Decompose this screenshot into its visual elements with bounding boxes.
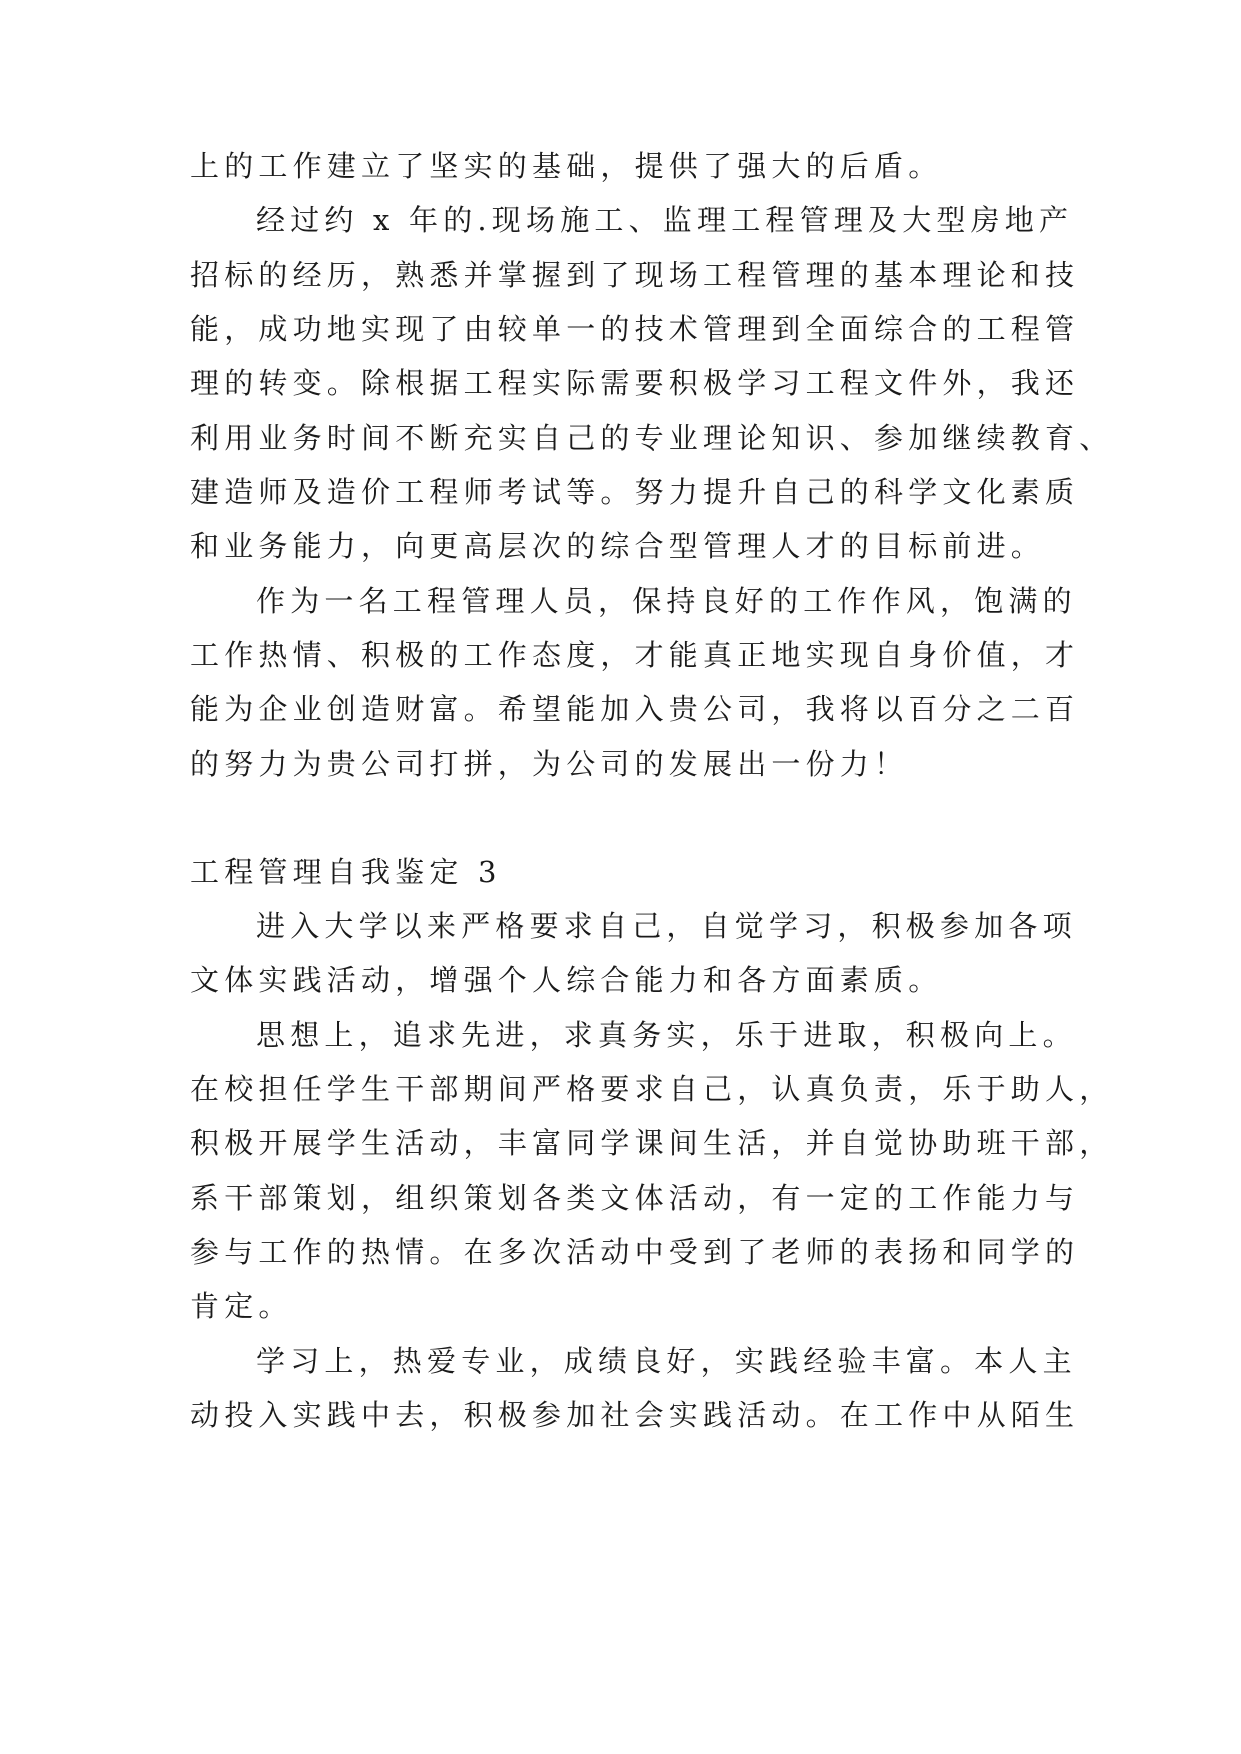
text-line: 上的工作建立了坚实的基础，提供了强大的后盾。	[190, 149, 943, 183]
section-title: 工程管理自我鉴定 3	[190, 855, 502, 889]
text-line: 积极开展学生活动，丰富同学课间生活，并自觉协助班干部，	[190, 1126, 1114, 1160]
text-line: 系干部策划，组织策划各类文体活动，有一定的工作能力与	[190, 1181, 1080, 1215]
text-line: 动投入实践中去，积极参加社会实践活动。在工作中从陌生	[190, 1398, 1080, 1432]
text-line: 的努力为贵公司打拼，为公司的发展出一份力！	[190, 747, 909, 781]
text-line: 建造师及造价工程师考试等。努力提升自己的科学文化素质	[190, 475, 1080, 509]
paragraph-first-line: 进入大学以来严格要求自己，自觉学习，积极参加各项	[256, 909, 1077, 943]
text-line: 能，成功地实现了由较单一的技术管理到全面综合的工程管	[190, 312, 1080, 346]
text-line: 参与工作的热情。在多次活动中受到了老师的表扬和同学的	[190, 1235, 1080, 1269]
text-line: 理的转变。除根据工程实际需要积极学习工程文件外，我还	[190, 366, 1080, 400]
text-line: 肯定。	[190, 1289, 293, 1323]
text-line: 在校担任学生干部期间严格要求自己，认真负责，乐于助人，	[190, 1072, 1114, 1106]
text-line: 和业务能力，向更高层次的综合型管理人才的目标前进。	[190, 529, 1046, 563]
text-line: 能为企业创造财富。希望能加入贵公司，我将以百分之二百	[190, 692, 1080, 726]
text-line: 文体实践活动，增强个人综合能力和各方面素质。	[190, 963, 943, 997]
paragraph-first-line: 作为一名工程管理人员，保持良好的工作作风，饱满的	[256, 584, 1077, 618]
text-line: 工作热情、积极的工作态度，才能真正地实现自身价值，才	[190, 638, 1080, 672]
text-line: 利用业务时间不断充实自己的专业理论知识、参加继续教育、	[190, 421, 1114, 455]
paragraph-first-line: 思想上，追求先进，求真务实，乐于进取，积极向上。	[256, 1018, 1077, 1052]
paragraph-first-line: 学习上，热爱专业，成绩良好，实践经验丰富。本人主	[256, 1344, 1077, 1378]
text-line: 招标的经历，熟悉并掌握到了现场工程管理的基本理论和技	[190, 258, 1080, 292]
paragraph-first-line: 经过约 x 年的.现场施工、监理工程管理及大型房地产	[256, 203, 1074, 237]
